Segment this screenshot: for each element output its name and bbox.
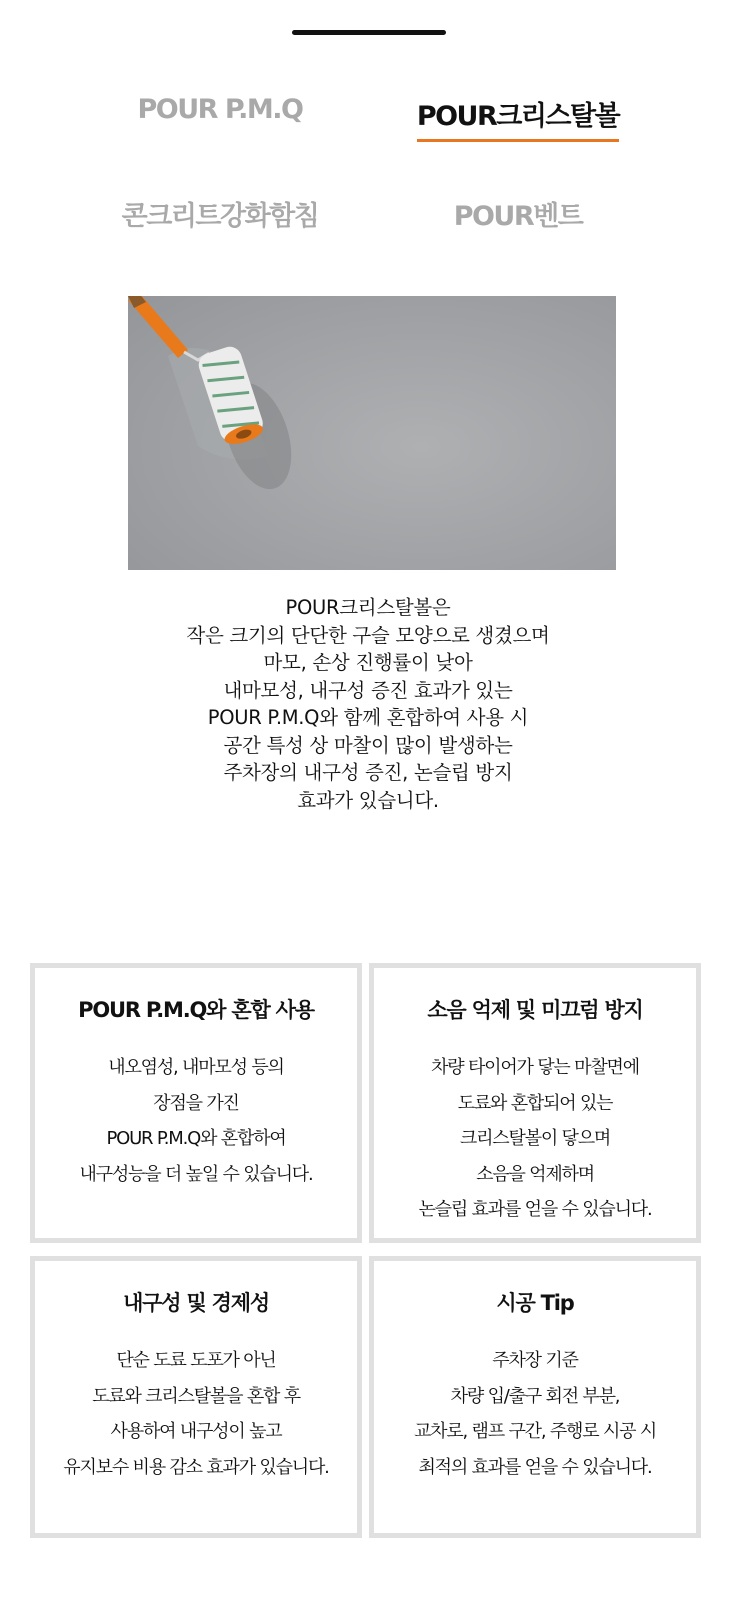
description-line: 효과가 있습니다. — [297, 788, 439, 812]
card-line: 장점을 가진 — [153, 1092, 239, 1114]
feature-card-construction-tip — [369, 1256, 701, 1538]
description-line: 작은 크기의 단단한 구슬 모양으로 생겼으며 — [186, 623, 550, 647]
card-title: 소음 억제 및 미끄럼 방지 — [427, 998, 643, 1022]
description-line: 내마모성, 내구성 증진 효과가 있는 — [223, 678, 513, 702]
card-body — [35, 1050, 357, 1192]
card-line: 내구성능을 더 높일 수 있습니다. — [79, 1163, 313, 1185]
product-photo — [128, 296, 616, 570]
tab-label: 콘크리트강화함침 — [121, 201, 319, 232]
card-line: 내오염성, 내마모성 등의 — [108, 1057, 284, 1078]
card-line: POUR P.M.Q와 혼합하여 — [106, 1128, 286, 1149]
card-title: POUR P.M.Q와 혼합 사용 — [78, 998, 314, 1022]
feature-card-pmq-mix — [30, 963, 362, 1243]
card-line: 사용하여 내구성이 높고 — [110, 1421, 282, 1442]
tab-pour-crystal-ball[interactable] — [368, 94, 668, 142]
paint-roller-icon — [128, 296, 616, 570]
description-line: 주차장의 내구성 증진, 논슬립 방지 — [223, 761, 513, 784]
card-body — [374, 1343, 696, 1485]
description-line: 마모, 손상 진행률이 낮아 — [263, 651, 473, 674]
product-description — [100, 594, 636, 814]
tab-label: POUR벤트 — [453, 201, 583, 232]
card-line: 크리스탈볼이 닿으며 — [459, 1128, 611, 1149]
tab-pour-vent[interactable] — [368, 194, 668, 239]
card-body — [35, 1343, 357, 1485]
card-title: 내구성 및 경제성 — [123, 1291, 269, 1315]
card-line: 주차장 기준 — [492, 1350, 578, 1371]
tab-concrete-impregnation[interactable] — [70, 194, 370, 239]
card-body — [374, 1050, 696, 1228]
tab-label: POUR P.M.Q — [137, 94, 303, 125]
card-line: 유지보수 비용 감소 효과가 있습니다. — [63, 1456, 329, 1478]
card-line: 차량 입/출구 회전 부분, — [450, 1385, 620, 1407]
description-line: POUR P.M.Q와 함께 혼합하여 사용 시 — [207, 706, 529, 729]
top-handle-bar — [292, 30, 446, 35]
feature-card-durability-economy — [30, 1256, 362, 1538]
card-line: 교차로, 램프 구간, 주행로 시공 시 — [413, 1421, 657, 1442]
feature-card-noise-slip — [369, 963, 701, 1243]
card-line: 소음을 억제하며 — [476, 1163, 594, 1185]
card-line: 논슬립 효과를 얻을 수 있습니다. — [418, 1199, 652, 1220]
tab-label: POUR크리스탈볼 — [417, 94, 619, 142]
card-line: 최적의 효과를 얻을 수 있습니다. — [418, 1456, 652, 1478]
description-line: 공간 특성 상 마찰이 많이 발생하는 — [223, 733, 513, 757]
card-line: 도료와 크리스탈볼을 혼합 후 — [92, 1385, 300, 1407]
card-line: 차량 타이어가 닿는 마찰면에 — [431, 1057, 639, 1078]
card-line: 단순 도료 도포가 아닌 — [116, 1350, 276, 1371]
tab-pour-pmq[interactable] — [70, 94, 370, 131]
description-line: POUR크리스탈볼은 — [285, 596, 451, 619]
card-line: 도료와 혼합되어 있는 — [457, 1092, 613, 1114]
card-title: 시공 Tip — [496, 1291, 574, 1315]
